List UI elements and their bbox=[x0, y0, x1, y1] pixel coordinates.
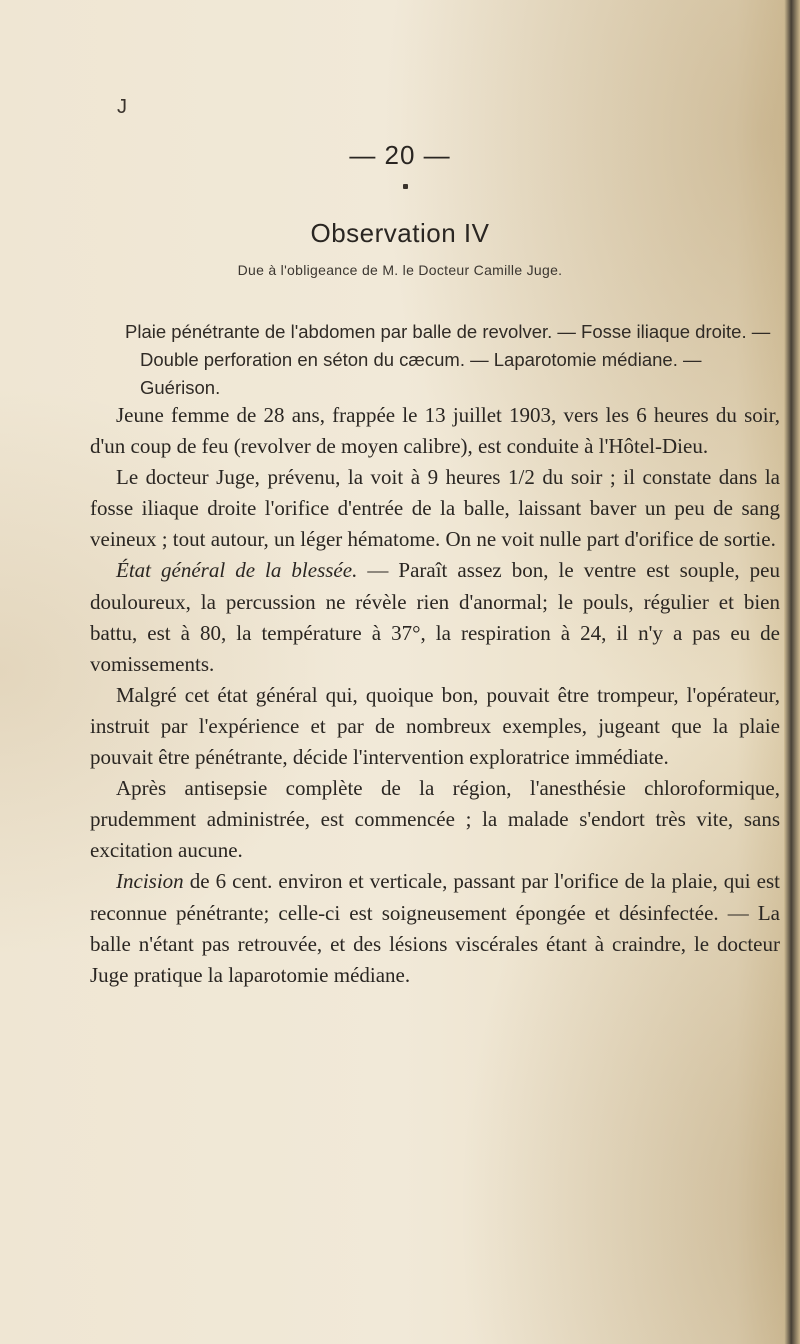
page-edge-shadow bbox=[784, 0, 800, 1344]
paragraph bbox=[90, 400, 780, 462]
body-text bbox=[90, 400, 780, 991]
paragraph-text: — Paraît assez bon, le ventre est souple, peu douloureux, la percussion ne révèle rien d'anormal; le pouls, régulier et bien battu, est à 80, la température à 37°, la respiration à 24, il n'y a pas eu de vomissements. bbox=[90, 558, 780, 676]
paragraph bbox=[90, 866, 780, 990]
case-summary bbox=[125, 318, 780, 402]
paragraph bbox=[90, 680, 780, 773]
paragraph bbox=[90, 462, 780, 555]
paragraph-lead: Incision bbox=[116, 869, 184, 894]
paragraph-lead: État général de la blessée. bbox=[116, 558, 358, 583]
ornament-dot bbox=[403, 184, 408, 189]
paragraph bbox=[90, 773, 780, 866]
paragraph-text: Jeune femme de 28 ans, frappée le 13 juillet 1903, vers les 6 heures du soir, d'un coup de feu (revolver de moyen calibre), est conduite à l'Hôtel-Dieu. bbox=[90, 403, 780, 459]
case-summary-text: Plaie pénétrante de l'abdomen par balle de revolver. — Fosse iliaque droite. — Double perforation en séton du cæcum. — Laparotomie médiane. — Guérison. bbox=[125, 321, 771, 398]
paragraph-text: de 6 cent. environ et verticale, passant par l'orifice de la plaie, qui est reconnue pénétrante; celle-ci est soigneusement épongée et désinfectée. — La balle n'étant pas retrouvée, et des lésions viscérales étant à craindre, le docteur Juge pratique la laparotomie médiane. bbox=[90, 869, 780, 987]
observation-title: Observation IV bbox=[310, 218, 490, 248]
page-number: — 20 — bbox=[349, 140, 451, 170]
paragraph-text: Le docteur Juge, prévenu, la voit à 9 heures 1/2 du soir ; il constate dans la fosse iliaque droite l'orifice d'entrée de la balle, laissant baver un peu de sang veineux ; tout autour, un léger hématome. On ne voit nulle part d'orifice de sortie. bbox=[90, 465, 780, 552]
corner-mark: J bbox=[117, 96, 127, 118]
paragraph-text: Après antisepsie complète de la région, l'anesthésie chloroformique, prudemment administrée, est commencée ; la malade s'endort très vite, sans excitation aucune. bbox=[90, 776, 780, 863]
paragraph bbox=[90, 555, 780, 679]
paragraph-text: Malgré cet état général qui, quoique bon, pouvait être trompeur, l'opérateur, instruit par l'expérience et par de nombreux exemples, jugeant que la plaie pouvait être pénétrante, décide l'intervention exploratrice immédiate. bbox=[90, 682, 780, 770]
attribution-line: Due à l'obligeance de M. le Docteur Camille Juge. bbox=[237, 262, 563, 278]
